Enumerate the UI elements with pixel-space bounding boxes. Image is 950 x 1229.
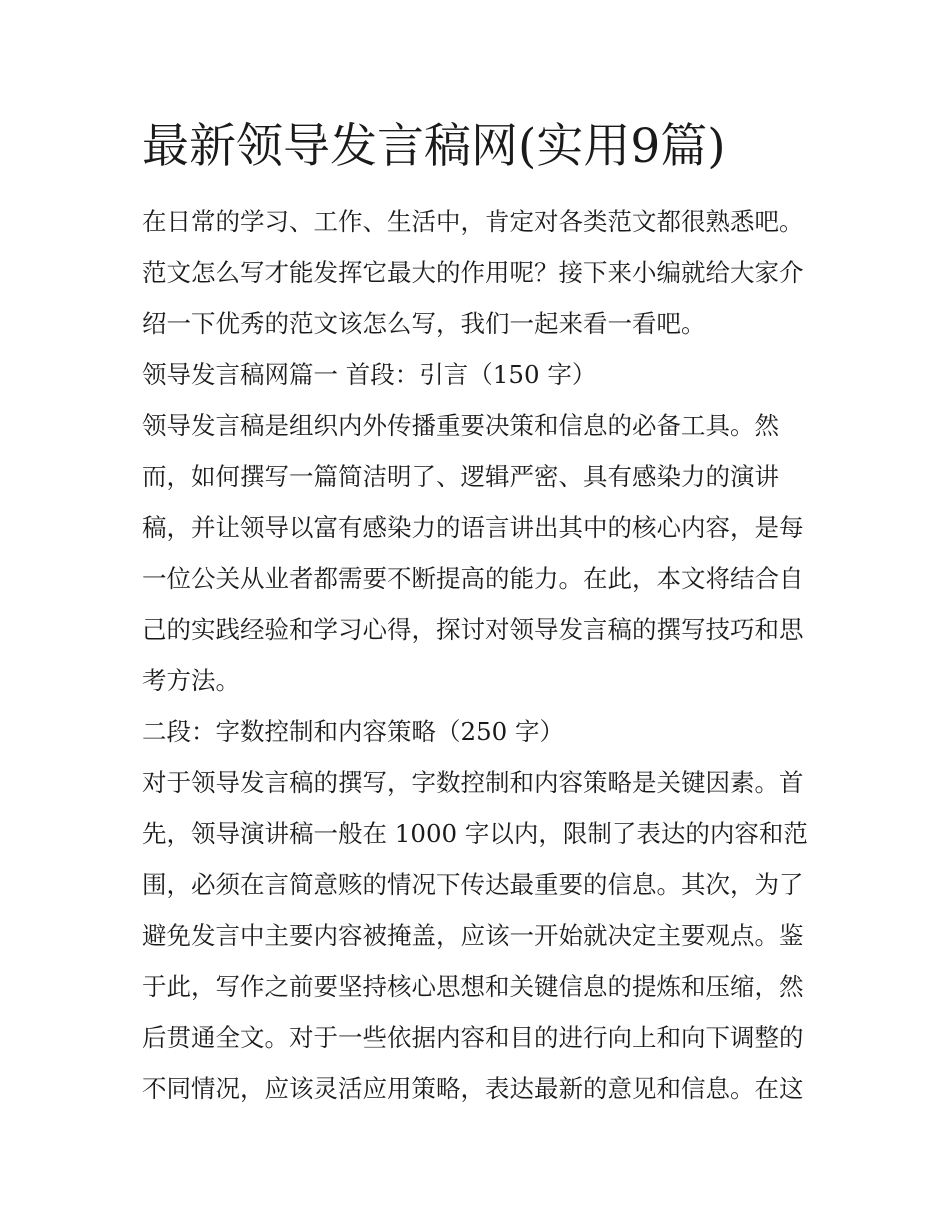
- text-line: 稿，并让领导以富有感染力的语言讲出其中的核心内容，是每: [142, 513, 804, 542]
- text-line: 后贯通全文。对于一些依据内容和目的进行向上和向下调整的: [142, 1023, 804, 1052]
- text-line: 于此，写作之前要坚持核心思想和关键信息的提炼和压缩，然: [142, 972, 804, 1001]
- text-line: 围，必须在言简意赅的情况下传达最重要的信息。其次，为了: [142, 870, 804, 899]
- text-line: 对于领导发言稿的撰写，字数控制和内容策略是关键因素。首: [142, 768, 804, 797]
- text-line: 考方法。: [142, 666, 240, 695]
- text-line: 不同情况，应该灵活应用策略，表达最新的意见和信息。在这: [142, 1074, 804, 1103]
- text-line: 避免发言中主要内容被掩盖，应该一开始就决定主要观点。鉴: [142, 921, 804, 950]
- text-line: 而，如何撰写一篇简洁明了、逻辑严密、具有感染力的演讲: [142, 462, 779, 491]
- text-line: 领导发言稿是组织内外传播重要决策和信息的必备工具。然: [142, 411, 779, 440]
- document-body: [142, 196, 812, 1114]
- section-heading: 领导发言稿网篇一 首段：引言（150 字）: [142, 360, 597, 389]
- section-heading: 二段：字数控制和内容策略（250 字）: [142, 717, 565, 746]
- text-line: 在日常的学习、工作、生活中，肯定对各类范文都很熟悉吧。: [142, 207, 804, 236]
- text-line: 一位公关从业者都需要不断提高的能力。在此，本文将结合自: [142, 564, 804, 593]
- text-line: 绍一下优秀的范文该怎么写，我们一起来看一看吧。: [142, 309, 706, 338]
- text-line: 范文怎么写才能发挥它最大的作用呢？接下来小编就给大家介: [142, 258, 804, 287]
- page-title: 最新领导发言稿网(实用9篇): [142, 119, 726, 174]
- text-line: 己的实践经验和学习心得，探讨对领导发言稿的撰写技巧和思: [142, 615, 804, 644]
- text-line: 先，领导演讲稿一般在 1000 字以内，限制了表达的内容和范: [142, 819, 808, 848]
